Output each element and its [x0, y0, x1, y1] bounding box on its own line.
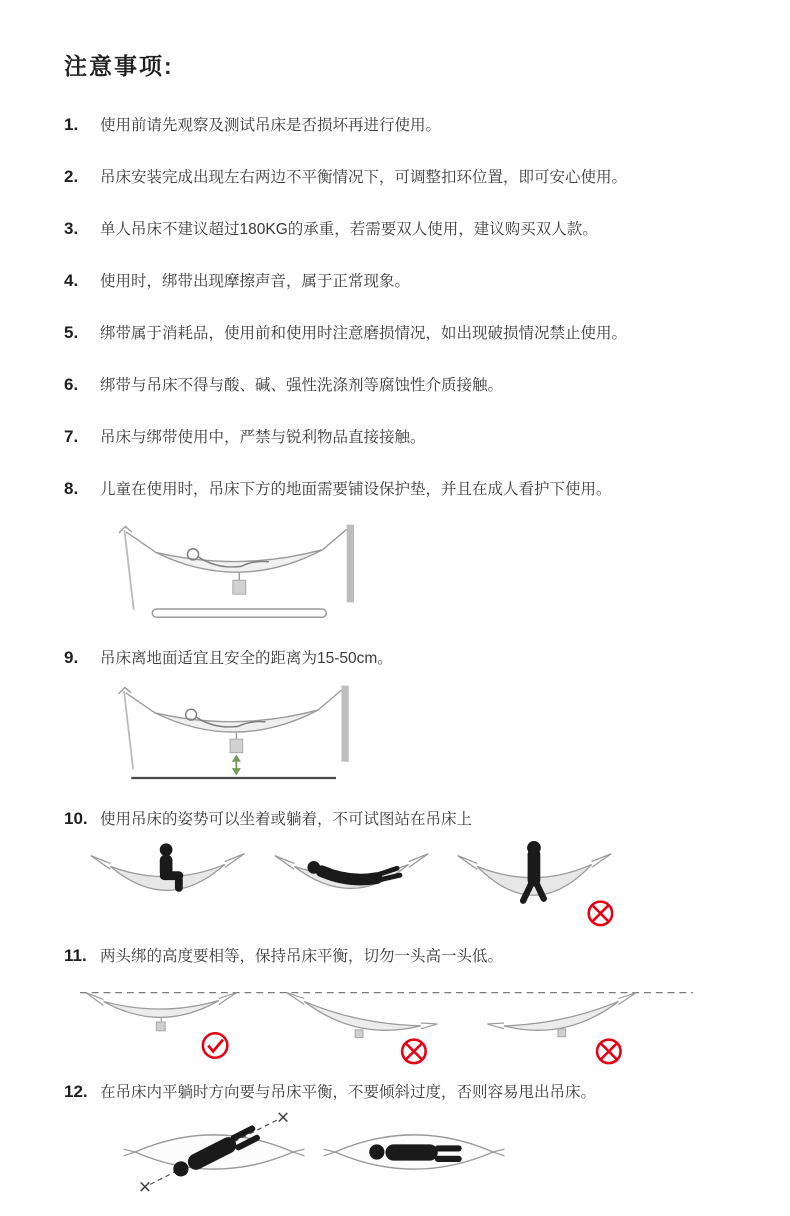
- protective-mat: [152, 609, 326, 617]
- item-number: 11.: [64, 946, 87, 965]
- figure-hammock-with-mat: [104, 521, 382, 621]
- notice-item-10: [64, 808, 472, 831]
- item-text: 单人吊床不建议超过180KG的承重，若需要双人使用，建议购买双人款。: [100, 221, 598, 238]
- item-number: 8.: [64, 479, 79, 498]
- notice-item-4: [64, 270, 410, 293]
- notice-item-3: [64, 218, 598, 241]
- item-number: 6.: [64, 375, 79, 394]
- item-number: 5.: [64, 323, 79, 342]
- item-number: 12.: [64, 1082, 88, 1101]
- hammock-pouch: [233, 580, 246, 594]
- notice-item-6: [64, 374, 503, 397]
- item-text: 吊床安装完成出现左右两边不平衡情况下，可调整扣环位置，即可安心使用。: [100, 169, 628, 186]
- figure-top-view: [114, 1108, 514, 1196]
- cross-icon: [402, 1040, 426, 1064]
- balanced-hammock-scene: [86, 993, 237, 1058]
- notice-item-5: [64, 322, 627, 345]
- notice-item-11: [64, 945, 503, 968]
- tilted-hammock-scene-right-low: [287, 993, 438, 1064]
- hammock-pouch: [230, 739, 243, 753]
- distance-arrow-icon: [232, 754, 241, 775]
- person-lying-figure: [307, 861, 399, 880]
- item-text: 吊床离地面适宜且安全的距离为15-50cm。: [100, 650, 393, 667]
- notice-item-12: [64, 1081, 596, 1104]
- left-pole: [124, 530, 133, 610]
- item-text: 在吊床内平躺时方向要与吊床平衡，不要倾斜过度，否则容易甩出吊床。: [100, 1084, 597, 1101]
- item-text: 吊床与绑带使用中，严禁与锐利物品直接接触。: [100, 429, 426, 446]
- item-number: 3.: [64, 219, 79, 238]
- left-pole: [124, 691, 133, 769]
- notice-item-1: [64, 114, 441, 137]
- diagonal-lying-scene: [124, 1113, 305, 1191]
- figure-balance: [78, 973, 695, 1071]
- item-text: 绑带与吊床不得与酸、碱、强性洗涤剂等腐蚀性介质接触。: [100, 377, 504, 394]
- item-number: 9.: [64, 648, 79, 667]
- hammock-body: [156, 550, 323, 572]
- item-text: 儿童在使用时，吊床下方的地面需要铺设保护垫，并且在成人看护下使用。: [100, 481, 612, 498]
- item-number: 7.: [64, 427, 79, 446]
- hammock-pouch: [355, 1030, 363, 1038]
- right-post: [341, 686, 348, 762]
- cross-icon: [597, 1040, 621, 1064]
- pose-sitting-scene: [91, 843, 245, 891]
- postures-illustration: [84, 839, 619, 929]
- hammock-mat-illustration: [104, 521, 382, 621]
- balance-illustration: [78, 973, 695, 1071]
- page-title: 注意事项:: [64, 53, 174, 79]
- straight-lying-scene: [324, 1135, 505, 1169]
- top-view-illustration: [114, 1108, 514, 1196]
- cross-icon: [589, 902, 612, 925]
- hammock-body: [155, 710, 318, 732]
- ground-distance-illustration: [104, 682, 376, 788]
- item-text: 使用前请先观察及测试吊床是否损坏再进行使用。: [100, 117, 442, 134]
- item-number: 1.: [64, 115, 79, 134]
- figure-postures: [84, 839, 619, 929]
- check-icon: [203, 1033, 227, 1057]
- pose-lying-scene: [275, 854, 429, 889]
- item-number: 4.: [64, 271, 79, 290]
- notice-item-8: [64, 478, 612, 501]
- notice-item-9: [64, 647, 393, 670]
- item-text: 使用吊床的姿势可以坐着或躺着，不可试图站在吊床上: [100, 811, 473, 828]
- item-text: 绑带属于消耗品，使用前和使用时注意磨损情况，如出现破损情况禁止使用。: [100, 325, 628, 342]
- item-number: 2.: [64, 167, 79, 186]
- notice-item-7: [64, 426, 426, 449]
- pose-standing-scene: [458, 841, 613, 925]
- right-post: [347, 525, 354, 603]
- figure-ground-distance: [104, 682, 376, 788]
- hammock-pouch: [156, 1022, 165, 1031]
- hammock-pouch: [558, 1029, 566, 1037]
- item-number: 10.: [64, 809, 88, 828]
- notice-item-2: [64, 166, 627, 189]
- item-text: 两头绑的高度要相等，保持吊床平衡，切勿一头高一头低。: [100, 948, 504, 965]
- item-text: 使用时，绑带出现摩擦声音，属于正常现象。: [100, 273, 411, 290]
- tilted-hammock-scene-left-low: [487, 993, 636, 1064]
